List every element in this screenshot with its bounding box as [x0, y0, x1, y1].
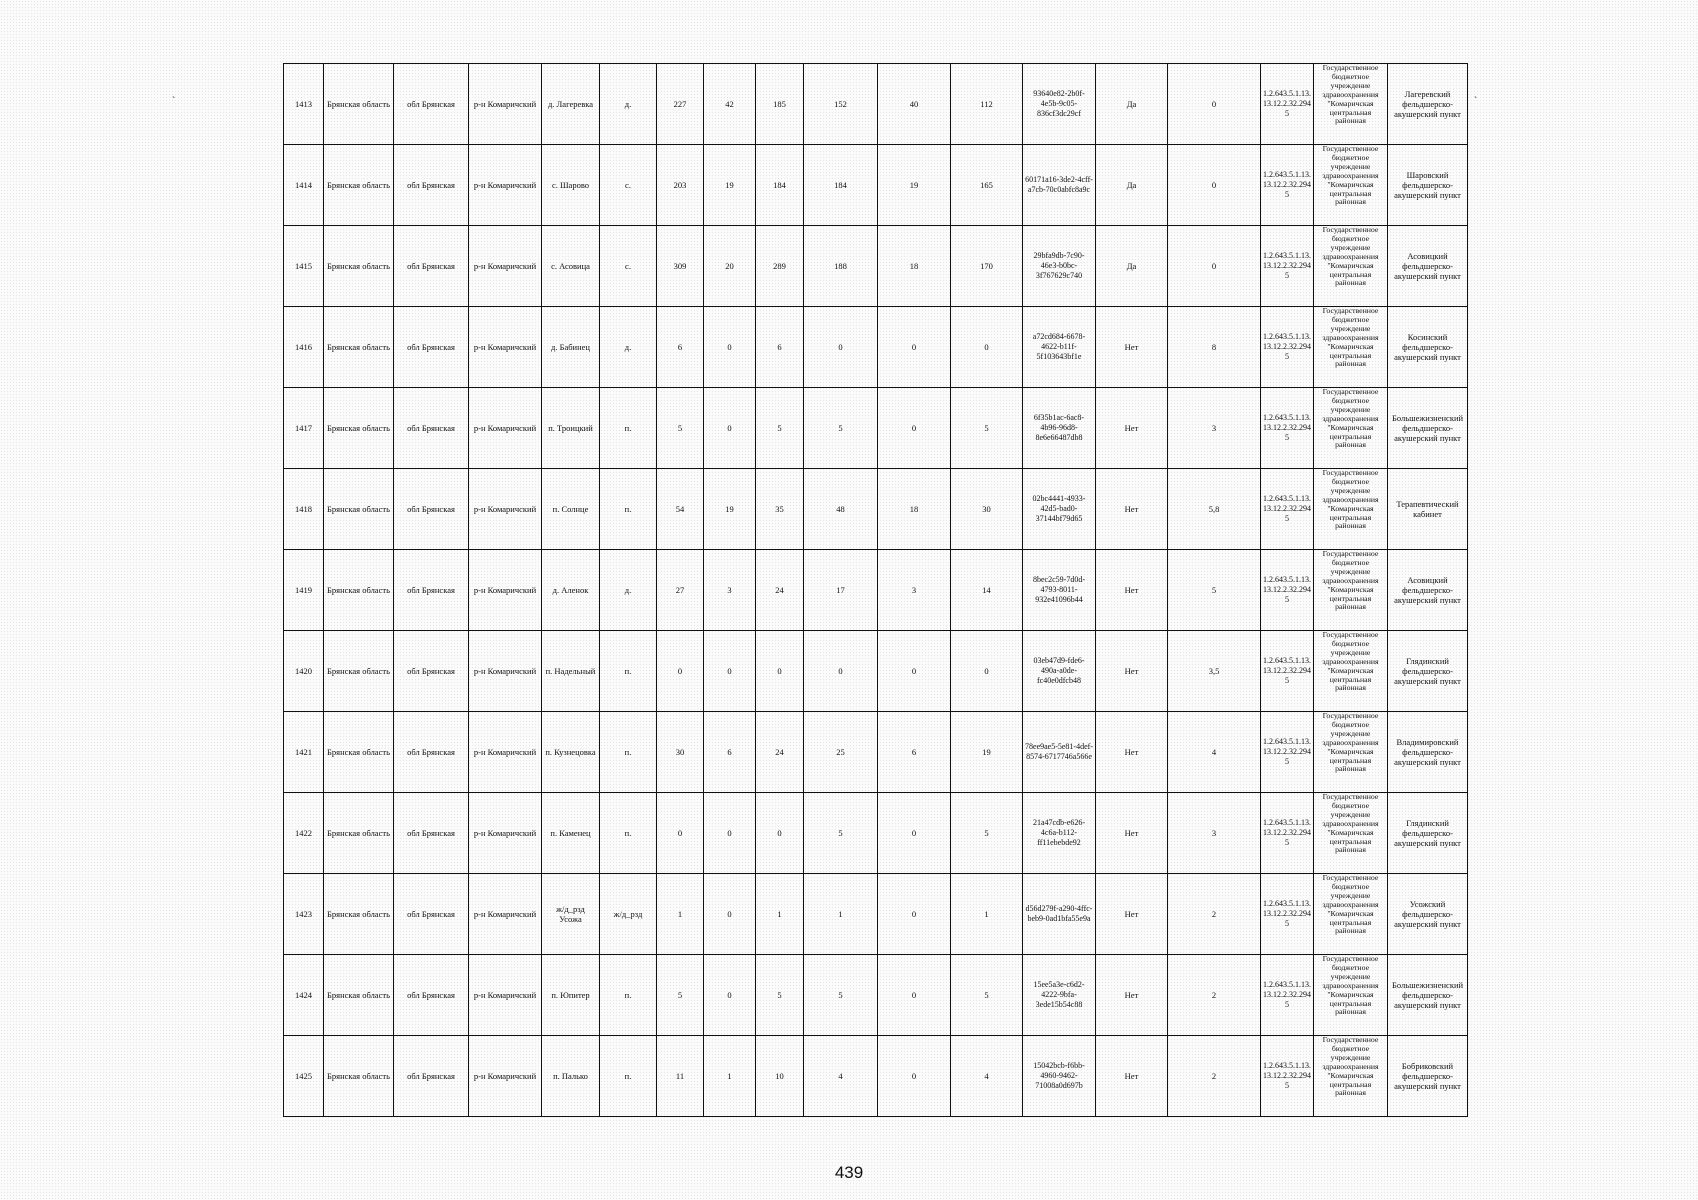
cell-distance-km: 2: [1168, 955, 1261, 1036]
cell-oid-code: 1.2.643.5.1.13.13.12.2.32.2945: [1261, 469, 1314, 550]
cell-attached-children: 0: [878, 388, 951, 469]
cell-settlement: д. Аленок: [542, 550, 600, 631]
cell-distance-km: 8: [1168, 307, 1261, 388]
table-row: [284, 307, 1468, 388]
cell-district: р-н Комаричский: [469, 631, 542, 712]
cell-has-facility: Нет: [1096, 874, 1168, 955]
scan-speck: `: [1474, 96, 1478, 107]
cell-organization: Государственное бюджетное учреждение здравоохранения "Комаричская центральная районная: [1314, 469, 1388, 550]
cell-attached-children: 40: [878, 64, 951, 145]
cell-oid-code: 1.2.643.5.1.13.13.12.2.32.2945: [1261, 793, 1314, 874]
cell-fias-guid: 15042bcb-f6bb-4960-9462-71008a0d697b: [1023, 1036, 1096, 1117]
cell-attached-total: 188: [804, 226, 878, 307]
cell-attached-children: 0: [878, 307, 951, 388]
cell-organization: Государственное бюджетное учреждение здравоохранения "Комаричская центральная районная: [1314, 1036, 1388, 1117]
cell-region-short: обл Брянская: [394, 1036, 469, 1117]
cell-attached-children: 0: [878, 631, 951, 712]
cell-row-number: 1413: [284, 64, 324, 145]
cell-settlement-type: д.: [600, 307, 657, 388]
cell-settlement: п. Солнце: [542, 469, 600, 550]
cell-region-short: обл Брянская: [394, 874, 469, 955]
cell-organization: Государственное бюджетное учреждение здравоохранения "Комаричская центральная районная: [1314, 145, 1388, 226]
cell-attached-adults: 1: [951, 874, 1023, 955]
cell-attached-adults: 14: [951, 550, 1023, 631]
table-row: [284, 712, 1468, 793]
cell-distance-km: 0: [1168, 226, 1261, 307]
cell-oid-code: 1.2.643.5.1.13.13.12.2.32.2945: [1261, 145, 1314, 226]
cell-region-short: обл Брянская: [394, 307, 469, 388]
cell-has-facility: Нет: [1096, 793, 1168, 874]
cell-distance-km: 5: [1168, 550, 1261, 631]
cell-region: Брянская область: [324, 631, 394, 712]
cell-row-number: 1425: [284, 1036, 324, 1117]
cell-population-adults: 1: [756, 874, 804, 955]
cell-has-facility: Да: [1096, 64, 1168, 145]
cell-settlement-type: п.: [600, 388, 657, 469]
cell-facility-name: Косинский фельдшерско-акушерский пункт: [1388, 307, 1468, 388]
cell-row-number: 1423: [284, 874, 324, 955]
cell-district: р-н Комаричский: [469, 712, 542, 793]
cell-region-short: обл Брянская: [394, 226, 469, 307]
cell-district: р-н Комаричский: [469, 388, 542, 469]
cell-attached-total: 152: [804, 64, 878, 145]
cell-region: Брянская область: [324, 793, 394, 874]
cell-region: Брянская область: [324, 145, 394, 226]
cell-fias-guid: d56d279f-a290-4ffc-beb9-0ad1bfa55e9a: [1023, 874, 1096, 955]
cell-population-total: 0: [657, 631, 704, 712]
cell-region: Брянская область: [324, 388, 394, 469]
cell-attached-total: 0: [804, 631, 878, 712]
cell-organization: Государственное бюджетное учреждение здравоохранения "Комаричская центральная районная: [1314, 388, 1388, 469]
cell-settlement-type: п.: [600, 469, 657, 550]
cell-fias-guid: 60171a16-3de2-4cff-a7cb-70c0abfc8a9c: [1023, 145, 1096, 226]
cell-population-total: 6: [657, 307, 704, 388]
cell-region: Брянская область: [324, 550, 394, 631]
cell-settlement-type: с.: [600, 226, 657, 307]
cell-settlement-type: п.: [600, 793, 657, 874]
cell-oid-code: 1.2.643.5.1.13.13.12.2.32.2945: [1261, 955, 1314, 1036]
cell-settlement-type: д.: [600, 550, 657, 631]
cell-fias-guid: 8bec2c59-7d0d-4793-8011-932e41096b44: [1023, 550, 1096, 631]
cell-attached-children: 18: [878, 469, 951, 550]
cell-district: р-н Комаричский: [469, 955, 542, 1036]
cell-region: Брянская область: [324, 1036, 394, 1117]
cell-facility-name: Усожский фельдшерско-акушерский пункт: [1388, 874, 1468, 955]
cell-has-facility: Нет: [1096, 307, 1168, 388]
cell-population-total: 5: [657, 955, 704, 1036]
cell-organization: Государственное бюджетное учреждение здравоохранения "Комаричская центральная районная: [1314, 226, 1388, 307]
cell-distance-km: 0: [1168, 64, 1261, 145]
cell-has-facility: Да: [1096, 145, 1168, 226]
cell-attached-adults: 30: [951, 469, 1023, 550]
cell-region: Брянская область: [324, 226, 394, 307]
cell-facility-name: Асовицкий фельдшерско-акушерский пункт: [1388, 226, 1468, 307]
cell-distance-km: 5,8: [1168, 469, 1261, 550]
cell-settlement: ж/д_рзд Усожа: [542, 874, 600, 955]
cell-facility-name: Терапевтический кабинет: [1388, 469, 1468, 550]
cell-oid-code: 1.2.643.5.1.13.13.12.2.32.2945: [1261, 712, 1314, 793]
cell-oid-code: 1.2.643.5.1.13.13.12.2.32.2945: [1261, 226, 1314, 307]
cell-organization: Государственное бюджетное учреждение здравоохранения "Комаричская центральная районная: [1314, 793, 1388, 874]
cell-population-total: 5: [657, 388, 704, 469]
cell-attached-adults: 19: [951, 712, 1023, 793]
cell-population-adults: 35: [756, 469, 804, 550]
cell-population-total: 1: [657, 874, 704, 955]
cell-fias-guid: 78ee9ae5-5e81-4def-8574-6717746a566e: [1023, 712, 1096, 793]
cell-distance-km: 0: [1168, 145, 1261, 226]
cell-row-number: 1421: [284, 712, 324, 793]
cell-region-short: обл Брянская: [394, 955, 469, 1036]
settlements-table: [283, 63, 1468, 1117]
cell-distance-km: 2: [1168, 1036, 1261, 1117]
cell-facility-name: Глядинский фельдшерско-акушерский пункт: [1388, 631, 1468, 712]
cell-population-total: 54: [657, 469, 704, 550]
cell-row-number: 1424: [284, 955, 324, 1036]
table-row: [284, 469, 1468, 550]
cell-district: р-н Комаричский: [469, 550, 542, 631]
table-row: [284, 388, 1468, 469]
table-row: [284, 955, 1468, 1036]
cell-district: р-н Комаричский: [469, 1036, 542, 1117]
cell-has-facility: Нет: [1096, 550, 1168, 631]
cell-population-adults: 24: [756, 550, 804, 631]
cell-facility-name: Владимировский фельдшерско-акушерский пункт: [1388, 712, 1468, 793]
cell-facility-name: Асовицкий фельдшерско-акушерский пункт: [1388, 550, 1468, 631]
table-row: [284, 226, 1468, 307]
cell-has-facility: Нет: [1096, 631, 1168, 712]
cell-population-total: 30: [657, 712, 704, 793]
cell-district: р-н Комаричский: [469, 226, 542, 307]
cell-region-short: обл Брянская: [394, 145, 469, 226]
cell-facility-name: Большежизненский фельдшерско-акушерский пункт: [1388, 388, 1468, 469]
cell-settlement-type: д.: [600, 64, 657, 145]
cell-attached-total: 184: [804, 145, 878, 226]
cell-population-adults: 5: [756, 955, 804, 1036]
cell-attached-children: 0: [878, 1036, 951, 1117]
cell-region: Брянская область: [324, 307, 394, 388]
cell-fias-guid: 02bc4441-4933-42d5-bad0-37144bf79d65: [1023, 469, 1096, 550]
cell-settlement: п. Юпитер: [542, 955, 600, 1036]
cell-has-facility: Нет: [1096, 388, 1168, 469]
cell-population-children: 42: [704, 64, 756, 145]
cell-settlement-type: п.: [600, 1036, 657, 1117]
cell-fias-guid: 03eb47d9-fde6-490a-a0de-fc40e0dfcb48: [1023, 631, 1096, 712]
cell-attached-adults: 112: [951, 64, 1023, 145]
cell-has-facility: Да: [1096, 226, 1168, 307]
cell-attached-total: 1: [804, 874, 878, 955]
cell-attached-total: 5: [804, 955, 878, 1036]
cell-attached-children: 18: [878, 226, 951, 307]
cell-attached-total: 48: [804, 469, 878, 550]
cell-row-number: 1417: [284, 388, 324, 469]
cell-oid-code: 1.2.643.5.1.13.13.12.2.32.2945: [1261, 388, 1314, 469]
cell-attached-adults: 5: [951, 388, 1023, 469]
cell-population-children: 19: [704, 469, 756, 550]
cell-oid-code: 1.2.643.5.1.13.13.12.2.32.2945: [1261, 550, 1314, 631]
cell-organization: Государственное бюджетное учреждение здравоохранения "Комаричская центральная районная: [1314, 550, 1388, 631]
cell-settlement: п. Троицкий: [542, 388, 600, 469]
cell-region: Брянская область: [324, 469, 394, 550]
table-row: [284, 64, 1468, 145]
cell-district: р-н Комаричский: [469, 307, 542, 388]
cell-organization: Государственное бюджетное учреждение здравоохранения "Комаричская центральная районная: [1314, 307, 1388, 388]
cell-distance-km: 3: [1168, 793, 1261, 874]
cell-region-short: обл Брянская: [394, 64, 469, 145]
cell-fias-guid: 93640e82-2b0f-4e5b-9c05-836cf3dc29cf: [1023, 64, 1096, 145]
cell-population-total: 309: [657, 226, 704, 307]
cell-settlement: п. Каменец: [542, 793, 600, 874]
cell-distance-km: 3: [1168, 388, 1261, 469]
cell-population-children: 0: [704, 793, 756, 874]
cell-population-adults: 0: [756, 631, 804, 712]
cell-organization: Государственное бюджетное учреждение здравоохранения "Комаричская центральная районная: [1314, 631, 1388, 712]
cell-settlement: п. Палько: [542, 1036, 600, 1117]
cell-has-facility: Нет: [1096, 469, 1168, 550]
cell-district: р-н Комаричский: [469, 793, 542, 874]
cell-distance-km: 2: [1168, 874, 1261, 955]
cell-settlement-type: ж/д_рзд: [600, 874, 657, 955]
cell-has-facility: Нет: [1096, 955, 1168, 1036]
cell-row-number: 1416: [284, 307, 324, 388]
cell-attached-adults: 5: [951, 955, 1023, 1036]
cell-attached-children: 0: [878, 874, 951, 955]
cell-fias-guid: 6f35b1ac-6ac8-4b96-96d8-8e6e66487db8: [1023, 388, 1096, 469]
cell-settlement: д. Лагеревка: [542, 64, 600, 145]
cell-settlement-type: п.: [600, 712, 657, 793]
cell-organization: Государственное бюджетное учреждение здравоохранения "Комаричская центральная районная: [1314, 712, 1388, 793]
cell-region: Брянская область: [324, 712, 394, 793]
cell-attached-total: 0: [804, 307, 878, 388]
cell-region: Брянская область: [324, 874, 394, 955]
table-row: [284, 874, 1468, 955]
cell-attached-children: 6: [878, 712, 951, 793]
cell-district: р-н Комаричский: [469, 874, 542, 955]
cell-population-total: 27: [657, 550, 704, 631]
cell-region-short: обл Брянская: [394, 631, 469, 712]
cell-attached-total: 17: [804, 550, 878, 631]
cell-population-adults: 10: [756, 1036, 804, 1117]
cell-attached-total: 25: [804, 712, 878, 793]
cell-settlement-type: п.: [600, 631, 657, 712]
cell-region-short: обл Брянская: [394, 550, 469, 631]
scan-speck: `: [172, 96, 176, 107]
cell-attached-adults: 4: [951, 1036, 1023, 1117]
cell-row-number: 1419: [284, 550, 324, 631]
cell-attached-adults: 170: [951, 226, 1023, 307]
cell-population-total: 11: [657, 1036, 704, 1117]
cell-oid-code: 1.2.643.5.1.13.13.12.2.32.2945: [1261, 631, 1314, 712]
cell-region: Брянская область: [324, 955, 394, 1036]
table-row: [284, 145, 1468, 226]
cell-attached-adults: 0: [951, 307, 1023, 388]
cell-settlement: с. Асовица: [542, 226, 600, 307]
cell-facility-name: Большежизненский фельдшерско-акушерский пункт: [1388, 955, 1468, 1036]
cell-row-number: 1415: [284, 226, 324, 307]
cell-attached-children: 0: [878, 955, 951, 1036]
cell-oid-code: 1.2.643.5.1.13.13.12.2.32.2945: [1261, 307, 1314, 388]
cell-has-facility: Нет: [1096, 712, 1168, 793]
cell-population-adults: 6: [756, 307, 804, 388]
cell-fias-guid: a72cd684-6678-4622-b11f-5f103643bf1e: [1023, 307, 1096, 388]
cell-attached-total: 4: [804, 1036, 878, 1117]
cell-row-number: 1422: [284, 793, 324, 874]
cell-fias-guid: 29bfa9db-7c90-46e3-b0bc-3f767629c740: [1023, 226, 1096, 307]
cell-population-children: 0: [704, 307, 756, 388]
cell-row-number: 1414: [284, 145, 324, 226]
cell-distance-km: 4: [1168, 712, 1261, 793]
table-row: [284, 1036, 1468, 1117]
cell-population-children: 20: [704, 226, 756, 307]
cell-population-adults: 184: [756, 145, 804, 226]
cell-row-number: 1418: [284, 469, 324, 550]
cell-has-facility: Нет: [1096, 1036, 1168, 1117]
cell-population-children: 0: [704, 631, 756, 712]
cell-distance-km: 3,5: [1168, 631, 1261, 712]
cell-population-children: 6: [704, 712, 756, 793]
cell-organization: Государственное бюджетное учреждение здравоохранения "Комаричская центральная районная: [1314, 874, 1388, 955]
cell-settlement: д. Бабинец: [542, 307, 600, 388]
cell-region: Брянская область: [324, 64, 394, 145]
cell-facility-name: Лагеревский фельдшерско-акушерский пункт: [1388, 64, 1468, 145]
cell-facility-name: Глядинский фельдшерско-акушерский пункт: [1388, 793, 1468, 874]
cell-attached-children: 0: [878, 793, 951, 874]
table-row: [284, 550, 1468, 631]
cell-population-adults: 0: [756, 793, 804, 874]
cell-population-adults: 289: [756, 226, 804, 307]
cell-region-short: обл Брянская: [394, 469, 469, 550]
cell-population-total: 0: [657, 793, 704, 874]
cell-population-children: 3: [704, 550, 756, 631]
cell-settlement: с. Шарово: [542, 145, 600, 226]
cell-organization: Государственное бюджетное учреждение здравоохранения "Комаричская центральная районная: [1314, 64, 1388, 145]
cell-district: р-н Комаричский: [469, 469, 542, 550]
cell-facility-name: Шаровский фельдшерско-акушерский пункт: [1388, 145, 1468, 226]
cell-region-short: обл Брянская: [394, 793, 469, 874]
cell-fias-guid: 15ee5a3e-c6d2-4222-9bfa-3ede15b54c88: [1023, 955, 1096, 1036]
cell-population-adults: 5: [756, 388, 804, 469]
cell-population-total: 227: [657, 64, 704, 145]
cell-attached-adults: 0: [951, 631, 1023, 712]
cell-fias-guid: 21a47cdb-e626-4c6a-b112-ff11ebebde92: [1023, 793, 1096, 874]
cell-population-children: 0: [704, 388, 756, 469]
cell-population-adults: 185: [756, 64, 804, 145]
cell-facility-name: Бобриковский фельдшерско-акушерский пункт: [1388, 1036, 1468, 1117]
cell-region-short: обл Брянская: [394, 388, 469, 469]
cell-organization: Государственное бюджетное учреждение здравоохранения "Комаричская центральная районная: [1314, 955, 1388, 1036]
cell-attached-children: 19: [878, 145, 951, 226]
cell-attached-adults: 165: [951, 145, 1023, 226]
cell-region-short: обл Брянская: [394, 712, 469, 793]
cell-district: р-н Комаричский: [469, 145, 542, 226]
cell-district: р-н Комаричский: [469, 64, 542, 145]
cell-settlement: п. Надельный: [542, 631, 600, 712]
cell-attached-children: 3: [878, 550, 951, 631]
cell-attached-adults: 5: [951, 793, 1023, 874]
cell-population-children: 1: [704, 1036, 756, 1117]
cell-attached-total: 5: [804, 388, 878, 469]
cell-oid-code: 1.2.643.5.1.13.13.12.2.32.2945: [1261, 874, 1314, 955]
table-body: [284, 64, 1468, 1117]
cell-population-children: 0: [704, 955, 756, 1036]
cell-oid-code: 1.2.643.5.1.13.13.12.2.32.2945: [1261, 1036, 1314, 1117]
cell-population-total: 203: [657, 145, 704, 226]
page-number: 439: [834, 1163, 864, 1182]
cell-oid-code: 1.2.643.5.1.13.13.12.2.32.2945: [1261, 64, 1314, 145]
cell-settlement-type: с.: [600, 145, 657, 226]
table-row: [284, 631, 1468, 712]
table-row: [284, 793, 1468, 874]
cell-settlement: п. Кузнецовка: [542, 712, 600, 793]
cell-settlement-type: п.: [600, 955, 657, 1036]
cell-population-adults: 24: [756, 712, 804, 793]
cell-attached-total: 5: [804, 793, 878, 874]
cell-population-children: 0: [704, 874, 756, 955]
cell-row-number: 1420: [284, 631, 324, 712]
cell-population-children: 19: [704, 145, 756, 226]
